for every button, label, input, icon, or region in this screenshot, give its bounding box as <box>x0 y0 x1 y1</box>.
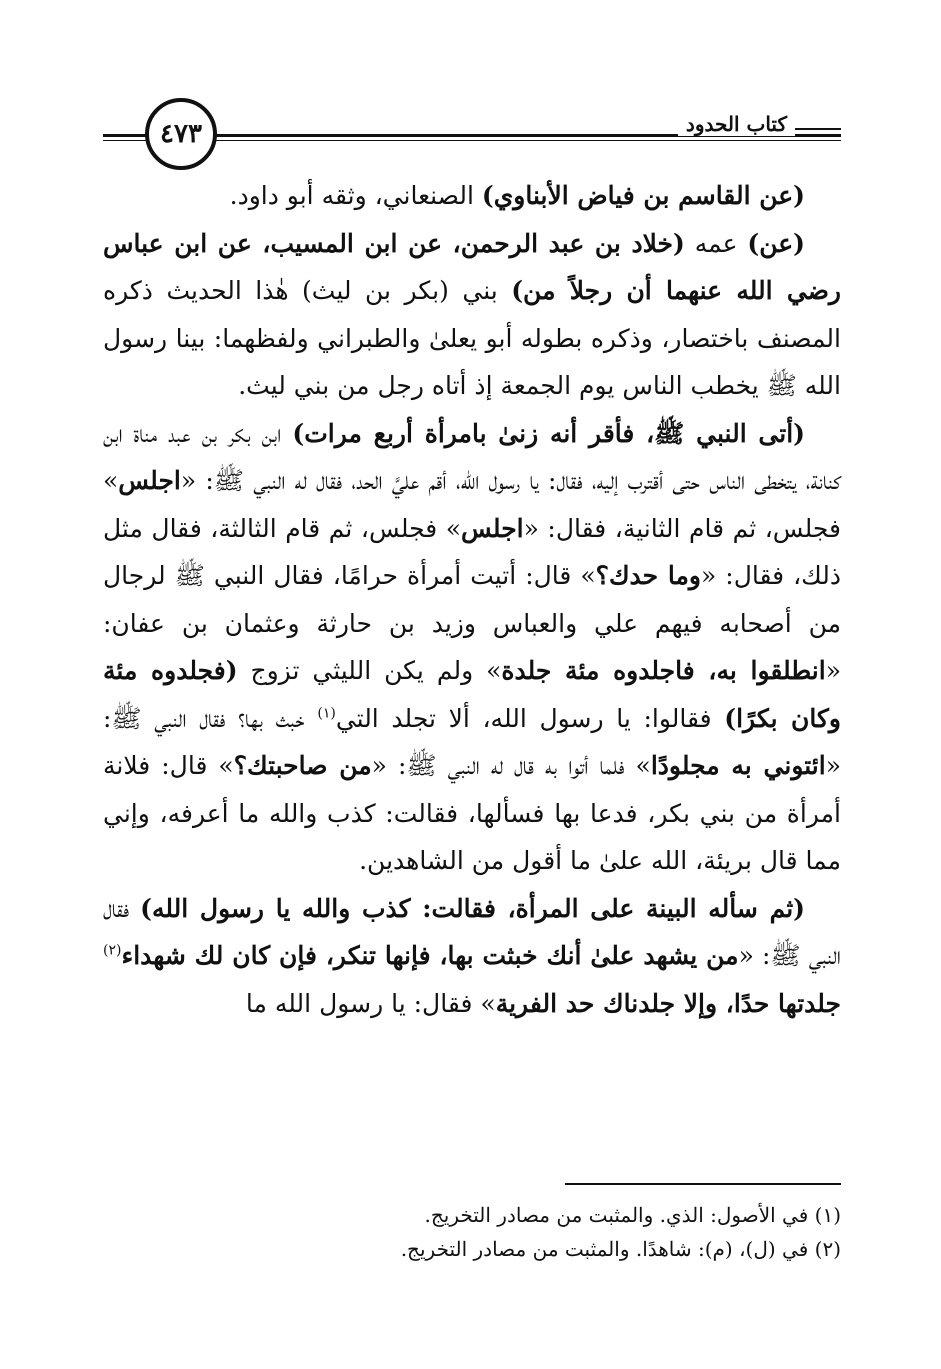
bold-text: (عن القاسم بن فياض الأبناوي) <box>481 181 805 210</box>
bold-text: (عن) <box>747 228 805 258</box>
footnote-number: (١) <box>814 1203 841 1227</box>
bold-text: (خلاد بن عبد الرحمن، عن ابن المسيب، عن ابن عباس رضي الله عنهما أن رجلاً من) <box>103 228 841 305</box>
footnotes <box>103 1198 841 1266</box>
bold-text: (ثم سأله البينة على المرأة، فقالت: كذب والله يا رسول الله) <box>140 893 805 923</box>
footnote-number: (٢) <box>814 1237 841 1261</box>
paragraph <box>103 220 841 410</box>
text-run: » قال: أتيت أمرأة حرامًا، فقال النبي ﷺ لرجال من أصحابه فيهم علي والعباس وزيد بن حارثة وعثمان بن عفان: « <box>103 561 841 685</box>
text-run: بني (بكر بن ليث) هٰذا الحديث ذكره المصنف باختصار، وذكره بطوله أبو يعلىٰ والطبراني ولفظهما: بينا رسول الله ﷺ يخطب الناس يوم الجمعة إذ أتاه رجل من بني ليث. <box>103 276 841 400</box>
footnote-separator <box>565 1183 841 1185</box>
bold-text: وما حدك؟ <box>595 561 701 590</box>
page-header <box>103 98 841 178</box>
text-run: الصنعاني، وثقه أبو داود. <box>229 181 482 210</box>
text-run: » ولم يكن الليثي تزوج <box>237 656 502 685</box>
text-run: » فجلس، ثم قام الثانية، فقال: « <box>103 466 842 543</box>
page-number: ٤٧٣ <box>145 98 217 170</box>
main-text <box>103 172 841 1027</box>
text-run: فقال النبي ﷺ: « <box>103 893 841 970</box>
text-run: عمه <box>684 228 748 258</box>
bold-text: من صاحبتك؟ <box>233 751 372 780</box>
footnote-item <box>103 1198 841 1232</box>
paragraph <box>103 172 841 220</box>
text-run: » فلما أتوا به قال له النبي ﷺ: « <box>371 751 651 780</box>
text-run: ابن بكر بن عبد مناة ابن كنانة، يتخطى الناس حتى أقترب إليه، فقال: يا رسول الله، أقم عليَّ الحد، فقال له النبي ﷺ: « <box>103 418 841 495</box>
text-run: » فقال: يا رسول الله ما <box>245 988 496 1018</box>
paragraph <box>103 410 841 885</box>
bold-text: ائتوني به مجلودًا <box>650 751 826 780</box>
bold-text: جلدتها حدًا، وإلا جلدناك حد الفرية <box>495 988 841 1018</box>
bold-text: اجلس <box>461 513 524 543</box>
bold-text: اجلس <box>118 466 181 495</box>
text-run: خبث بها؟ فقال النبي ﷺ: « <box>103 703 841 780</box>
footnote-item <box>103 1232 841 1266</box>
text-run: » قال: فلانة أمرأة من بني بكر، فدعا بها فسألها، فقالت: كذب والله ما أعرفه، وإني مما قال بريئة، الله علىٰ ما أقول من الشاهدين. <box>103 751 841 875</box>
bold-text: من يشهد علىٰ أنك خبثت بها، فإنها تنكر، فإن كان لك شهداء <box>121 941 739 970</box>
bold-text: (فجلدوه مئة وكان بكرًا) <box>103 656 841 733</box>
text-run: فقالوا: يا رسول الله، ألا تجلد التي <box>335 703 725 733</box>
chapter-title: كتاب الحدود <box>678 112 795 136</box>
footnote-marker: (١) <box>317 705 336 722</box>
bold-text: انطلقوا به، فاجلدوه مئة جلدة <box>501 656 826 685</box>
text-run: » فجلس، ثم قام الثالثة، فقال مثل ذلك، فقال: « <box>103 513 841 590</box>
footnote-marker: (٢) <box>103 942 122 959</box>
footnote-text: في الأصول: الذي. والمثبت من مصادر التخريج. <box>424 1203 809 1227</box>
paragraph <box>103 885 841 1028</box>
footnote-text: في (ل)، (م): شاهدًا. والمثبت من مصادر التخريج. <box>400 1237 809 1261</box>
header-rule-accent <box>789 128 841 130</box>
bold-text: (أتى النبي ﷺ، فأقر أنه زنىٰ بامرأة أربع مرات) <box>292 418 805 448</box>
